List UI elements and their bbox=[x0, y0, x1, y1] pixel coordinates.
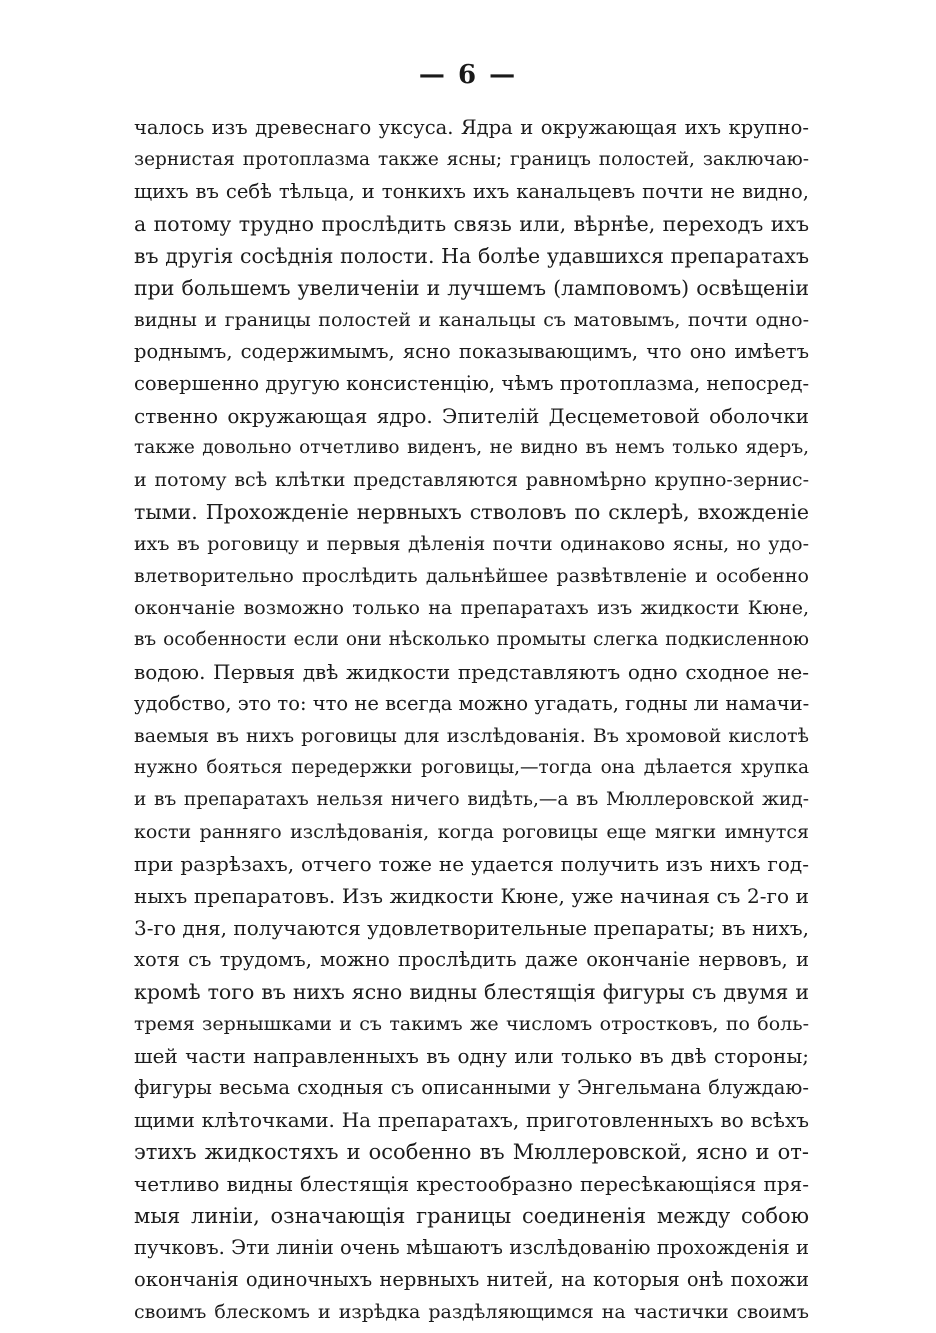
text-line: этихъ жидкостяхъ и особенно въ Мюллеровской, ясно и от- bbox=[134, 1140, 809, 1164]
text-line: при большемъ увеличеніи и лучшемъ (ламповомъ) освѣщеніи bbox=[134, 276, 809, 300]
text-line: видны и границы полостей и канальцы съ матовымъ, почти одно- bbox=[134, 309, 809, 331]
text-line: ваемыя въ нихъ роговицы для изслѣдованія. Въ хромовой кислотѣ bbox=[134, 725, 809, 747]
text-line: щихъ въ себѣ тѣльца, и тонкихъ ихъ канальцевъ почти не видно, bbox=[134, 180, 809, 203]
text-line: при разрѣзахъ, отчего тоже не удается получить изъ нихъ год- bbox=[134, 852, 809, 876]
text-line: нужно бояться передержки роговицы,—тогда она дѣлается хрупка bbox=[134, 757, 809, 778]
text-line: зернистая протоплазма также ясны; границъ полостей, заключаю- bbox=[134, 149, 809, 170]
body-text bbox=[134, 112, 809, 1328]
text-line: ныхъ препаратовъ. Изъ жидкости Кюне, уже начиная съ 2-го и bbox=[134, 884, 809, 908]
text-line: также довольно отчетливо виденъ, не видно въ немъ только ядеръ, bbox=[134, 437, 809, 458]
text-line: тремя зернышками и съ такимъ же числомъ отростковъ, по боль- bbox=[134, 1013, 809, 1035]
text-line: мыя линіи, означающія границы соединенія между собою bbox=[134, 1204, 809, 1228]
text-line: и потому всѣ клѣтки представляются равномѣрно крупно-зернис- bbox=[134, 469, 809, 491]
text-line: шей части направленныхъ въ одну или только въ двѣ стороны; bbox=[134, 1044, 809, 1068]
text-line: кости ранняго изслѣдованія, когда роговицы еще мягки имнутся bbox=[134, 821, 809, 843]
text-line: удобство, это то: что не всегда можно угадать, годны ли намачи- bbox=[134, 692, 809, 715]
text-line: щими клѣточками. На препаратахъ, приготовленныхъ во всѣхъ bbox=[134, 1108, 809, 1132]
text-line: четливо видны блестящія крестообразно пересѣкающіяся пря- bbox=[134, 1172, 809, 1196]
text-line: 3-го дня, получаются удовлетворительные препараты; въ нихъ, bbox=[134, 916, 809, 940]
text-line: ихъ въ роговицу и первыя дѣленія почти одинаково ясны, но удо- bbox=[134, 533, 809, 555]
text-line: тыми. Прохожденіе нервныхъ стволовъ по склерѣ, вхожденіе bbox=[134, 500, 809, 524]
text-line: роднымъ, содержимымъ, ясно показывающимъ, что оно имѣетъ bbox=[134, 340, 809, 363]
text-line: чалось изъ древеснаго уксуса. Ядра и окружающая ихъ крупно- bbox=[134, 116, 809, 139]
text-line: и въ препаратахъ нельзя ничего видѣть,—а въ Мюллеровской жид- bbox=[134, 789, 809, 810]
text-line: кромѣ того въ нихъ ясно видны блестящія фигуры съ двумя и bbox=[134, 980, 809, 1004]
text-line: въ особенности если они нѣсколько промыты слегка подкисленною bbox=[134, 629, 809, 650]
text-line: ственно окружающая ядро. Эпителій Десцеметовой оболочки bbox=[134, 404, 809, 428]
text-line: окончанія одиночныхъ нервныхъ нитей, на которыя онѣ похожи bbox=[134, 1268, 809, 1291]
text-line: пучковъ. Эти линіи очень мѣшаютъ изслѣдованію прохожденія и bbox=[134, 1236, 809, 1259]
text-line: хотя съ трудомъ, можно прослѣдить даже окончаніе нервовъ, и bbox=[134, 948, 809, 971]
text-line: своимъ блескомъ и изрѣдка раздѣляющимся на частички своимъ bbox=[134, 1301, 809, 1323]
text-line: совершенно другую консистенцію, чѣмъ протоплазма, непосред- bbox=[134, 372, 809, 395]
text-line: а потому трудно прослѣдить связь или, вѣрнѣе, переходъ ихъ bbox=[134, 212, 809, 236]
text-line: въ другія сосѣднія полости. На болѣе удавшихся препаратахъ bbox=[134, 244, 809, 268]
text-line: окончаніе возможно только на препаратахъ изъ жидкости Кюне, bbox=[134, 597, 809, 619]
text-line: влетворительно прослѣдить дальнѣйшее развѣтвленіе и особенно bbox=[134, 565, 809, 587]
text-line: фигуры весьма сходныя съ описанными у Энгельмана блуждаю- bbox=[134, 1076, 809, 1099]
page-number: — 6 — bbox=[418, 60, 518, 90]
text-line: водою. Первыя двѣ жидкости представляютъ одно сходное не- bbox=[134, 660, 809, 684]
